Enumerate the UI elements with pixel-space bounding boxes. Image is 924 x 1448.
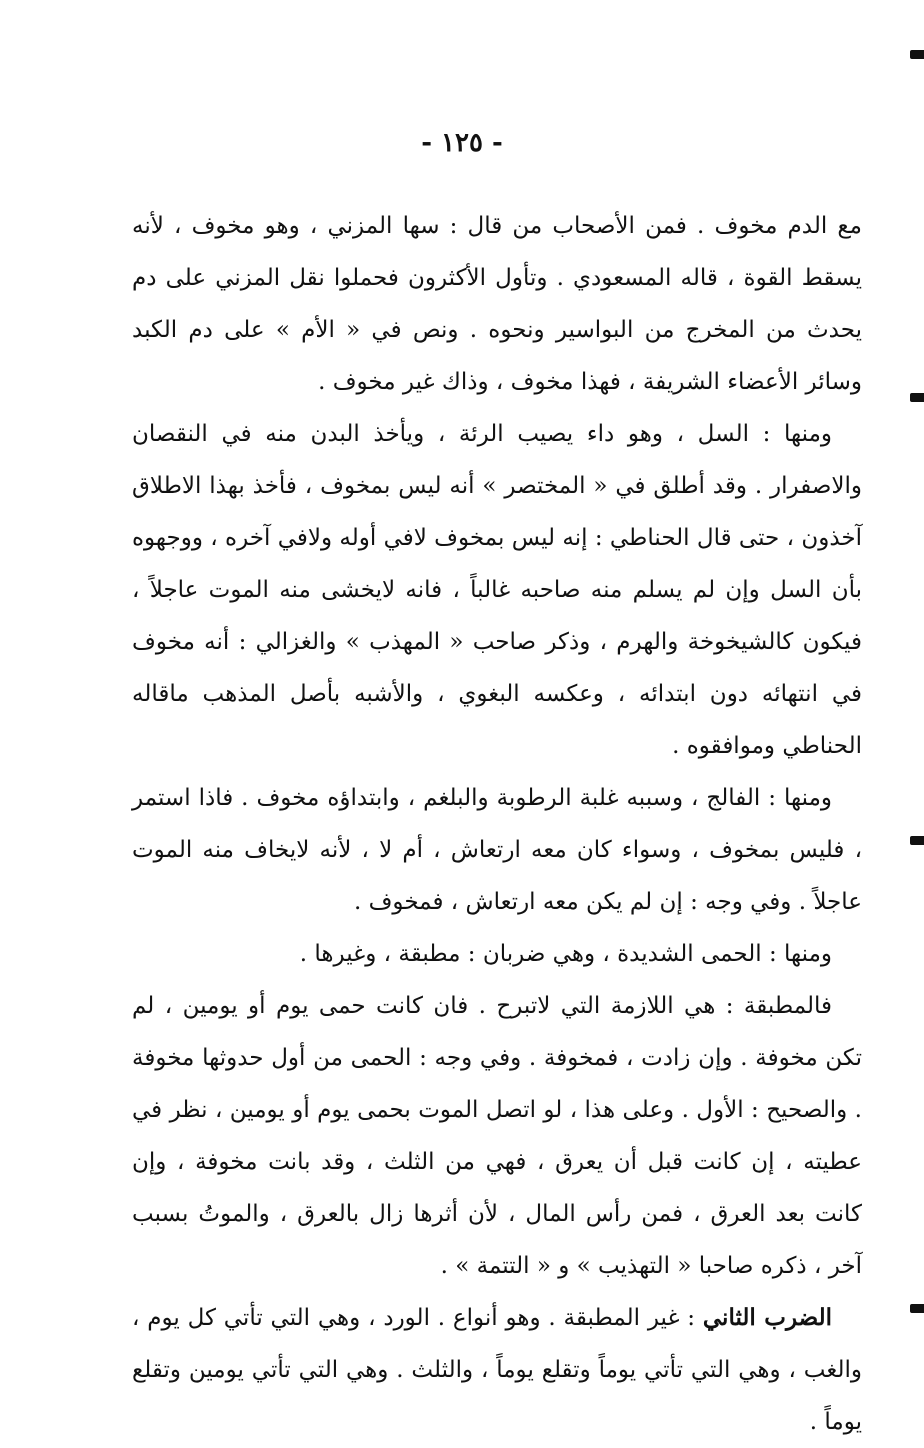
paragraph-text: ومنها : الحمى الشديدة ، وهي ضربان : مطبقة ، وغيرها . <box>299 941 832 967</box>
section-heading: الضرب الثاني <box>702 1304 832 1331</box>
paragraph-text: ومنها : الفالج ، وسببه غلبة الرطوبة والبلغم ، وابتداؤه مخوف . فاذا استمر ، فليس بمخوف ، وسواء كان معه ارتعاش ، أم لا ، لأنه لايخاف منه الموت عاجلاً . وفي وجه : إن لم يكن معه ارتعاش ، فمخوف . <box>132 785 862 915</box>
paragraph <box>132 980 862 1292</box>
paragraph <box>132 408 862 772</box>
scan-edge-mark <box>910 836 924 845</box>
scan-edge-mark <box>910 393 924 402</box>
paragraph-text: ومنها : السل ، وهو داء يصيب الرئة ، ويأخذ البدن منه في النقصان والاصفرار . وقد أطلق في « المختصر » أنه ليس بمخوف ، فأخذ بهذا الاطلاق آخذون ، حتى قال الحناطي : إنه ليس بمخوف لافي أوله ولافي آخره ، ووجهوه بأن السل وإن لم يسلم منه صاحبه غالباً ، فانه لايخشى منه الموت عاجلاً ، فيكون كالشيخوخة والهرم ، وذكر صاحب « المهذب » والغزالي : أنه مخوف في انتهائه دون ابتدائه ، وعكسه البغوي ، والأشبه بأصل المذهب ماقاله الحناطي وموافقوه . <box>132 421 862 759</box>
page-number: - ١٢٥ - <box>421 128 503 158</box>
scan-edge-mark <box>910 1304 924 1313</box>
paragraph <box>132 1292 862 1448</box>
paragraph-text: : غير المطبقة . وهو أنواع . الورد ، وهي التي تأتي كل يوم ، والغب ، وهي التي تأتي يوماً وتقلع يوماً ، والثلث . وهي التي تأتي يومين وتقلع يوماً . <box>132 1305 862 1435</box>
scan-edge-mark <box>910 50 924 59</box>
paragraph-text: فالمطبقة : هي اللازمة التي لاتبرح . فان كانت حمى يوم أو يومين ، لم تكن مخوفة . وإن زادت ، فمخوفة . وفي وجه : الحمى من أول حدوثها مخوفة . والصحيح : الأول . وعلى هذا ، لو اتصل الموت بحمى يوم أو يومين ، نظر في عطيته ، إن كانت قبل أن يعرق ، فهي من الثلث ، وقد بانت مخوفة ، وإن كانت بعد العرق ، فمن رأس المال ، لأن أثرها زال بالعرق ، والموتُ بسبب آخر ، ذكره صاحبا « التهذيب » و « التتمة » . <box>132 993 862 1279</box>
page-body <box>132 200 862 1448</box>
paragraph <box>132 928 862 980</box>
paragraph-text: مع الدم مخوف . فمن الأصحاب من قال : سها المزني ، وهو مخوف ، لأنه يسقط القوة ، قاله المسعودي . وتأول الأكثرون فحملوا نقل المزني على دم يحدث من المخرج من البواسير ونحوه . ونص في « الأم » على دم الكبد وسائر الأعضاء الشريفة ، فهذا مخوف ، وذاك غير مخوف . <box>132 213 862 395</box>
paragraph <box>132 772 862 928</box>
paragraph <box>132 200 862 408</box>
